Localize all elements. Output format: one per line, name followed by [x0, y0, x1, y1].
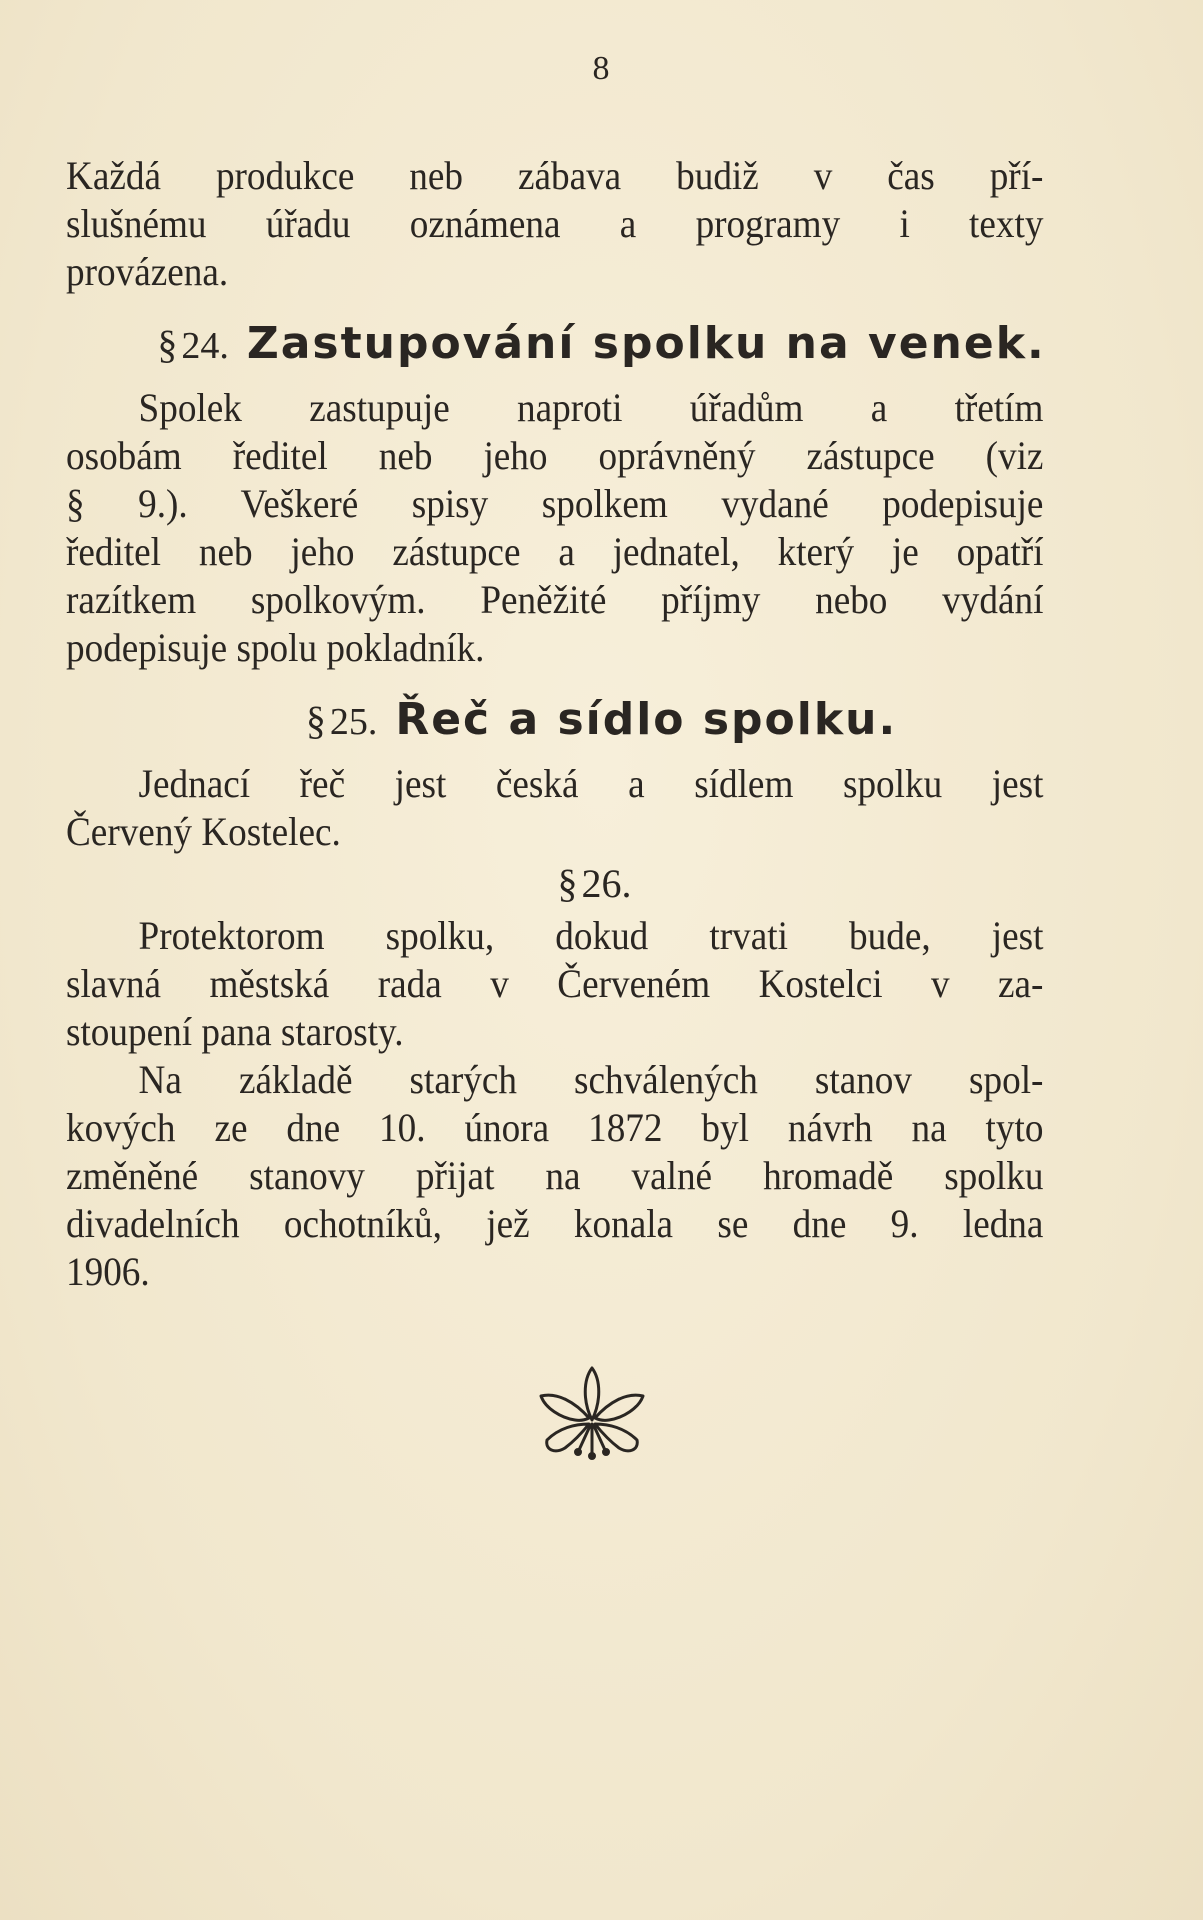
section-sign: §	[157, 322, 178, 367]
text-line: Na základě starých schválených stanov spol-	[138, 1057, 1044, 1102]
text-line: § 9.). Veškeré spisy spolkem vydané podepisuje	[66, 481, 1044, 526]
text-line: osobám ředitel neb jeho oprávněný zástupce (viz	[66, 433, 1044, 478]
section-26-heading	[0, 860, 1203, 907]
section-number: 24.	[181, 325, 229, 367]
text-line: provázena.	[66, 249, 229, 294]
paragraph-intro	[66, 152, 1043, 296]
section-title: Řeč a sídlo spolku.	[395, 694, 898, 745]
section-number: 26.	[581, 861, 632, 906]
text-line: stoupení pana starosty.	[66, 1009, 404, 1054]
section-25-body	[66, 760, 1043, 856]
text-line: Spolek zastupuje naproti úřadům a třetím	[138, 385, 1044, 430]
text-line: ředitel neb jeho zástupce a jednatel, který je opatří	[66, 529, 1044, 574]
section-26-body	[66, 912, 1043, 1296]
text-line: kových ze dne 10. února 1872 byl návrh na tyto	[66, 1105, 1044, 1150]
text-line: Každá produkce neb zábava budiž v čas pří-	[66, 153, 1044, 198]
text-line: 1906.	[66, 1249, 150, 1294]
section-25-heading	[0, 694, 1203, 745]
text-line: změněné stanovy přijat na valné hromadě spolku	[66, 1153, 1044, 1198]
text-line: Červený Kostelec.	[66, 809, 341, 854]
text-line: podepisuje spolu pokladník.	[66, 625, 485, 670]
text-line: slušnému úřadu oznámena a programy i texty	[66, 201, 1044, 246]
section-24-body	[66, 384, 1043, 672]
text-line: razítkem spolkovým. Peněžité příjmy nebo vydání	[66, 577, 1044, 622]
text-line: Protektorom spolku, dokud trvati bude, jest	[138, 913, 1044, 958]
section-title: Zastupování spolku na venek.	[246, 318, 1046, 369]
section-24-heading	[0, 318, 1203, 369]
text-line: slavná městská rada v Červeném Kostelci v za-	[66, 961, 1044, 1006]
text-line: Jednací řeč jest česká a sídlem spolku jest	[138, 761, 1044, 806]
section-number: 25.	[329, 701, 378, 743]
text-line: divadelních ochotníků, jež konala se dne 9. ledna	[66, 1201, 1044, 1246]
page-number: 8	[592, 50, 611, 87]
section-sign: §	[305, 698, 326, 743]
section-sign: §	[557, 861, 578, 906]
lily-flower-icon	[535, 1362, 649, 1462]
